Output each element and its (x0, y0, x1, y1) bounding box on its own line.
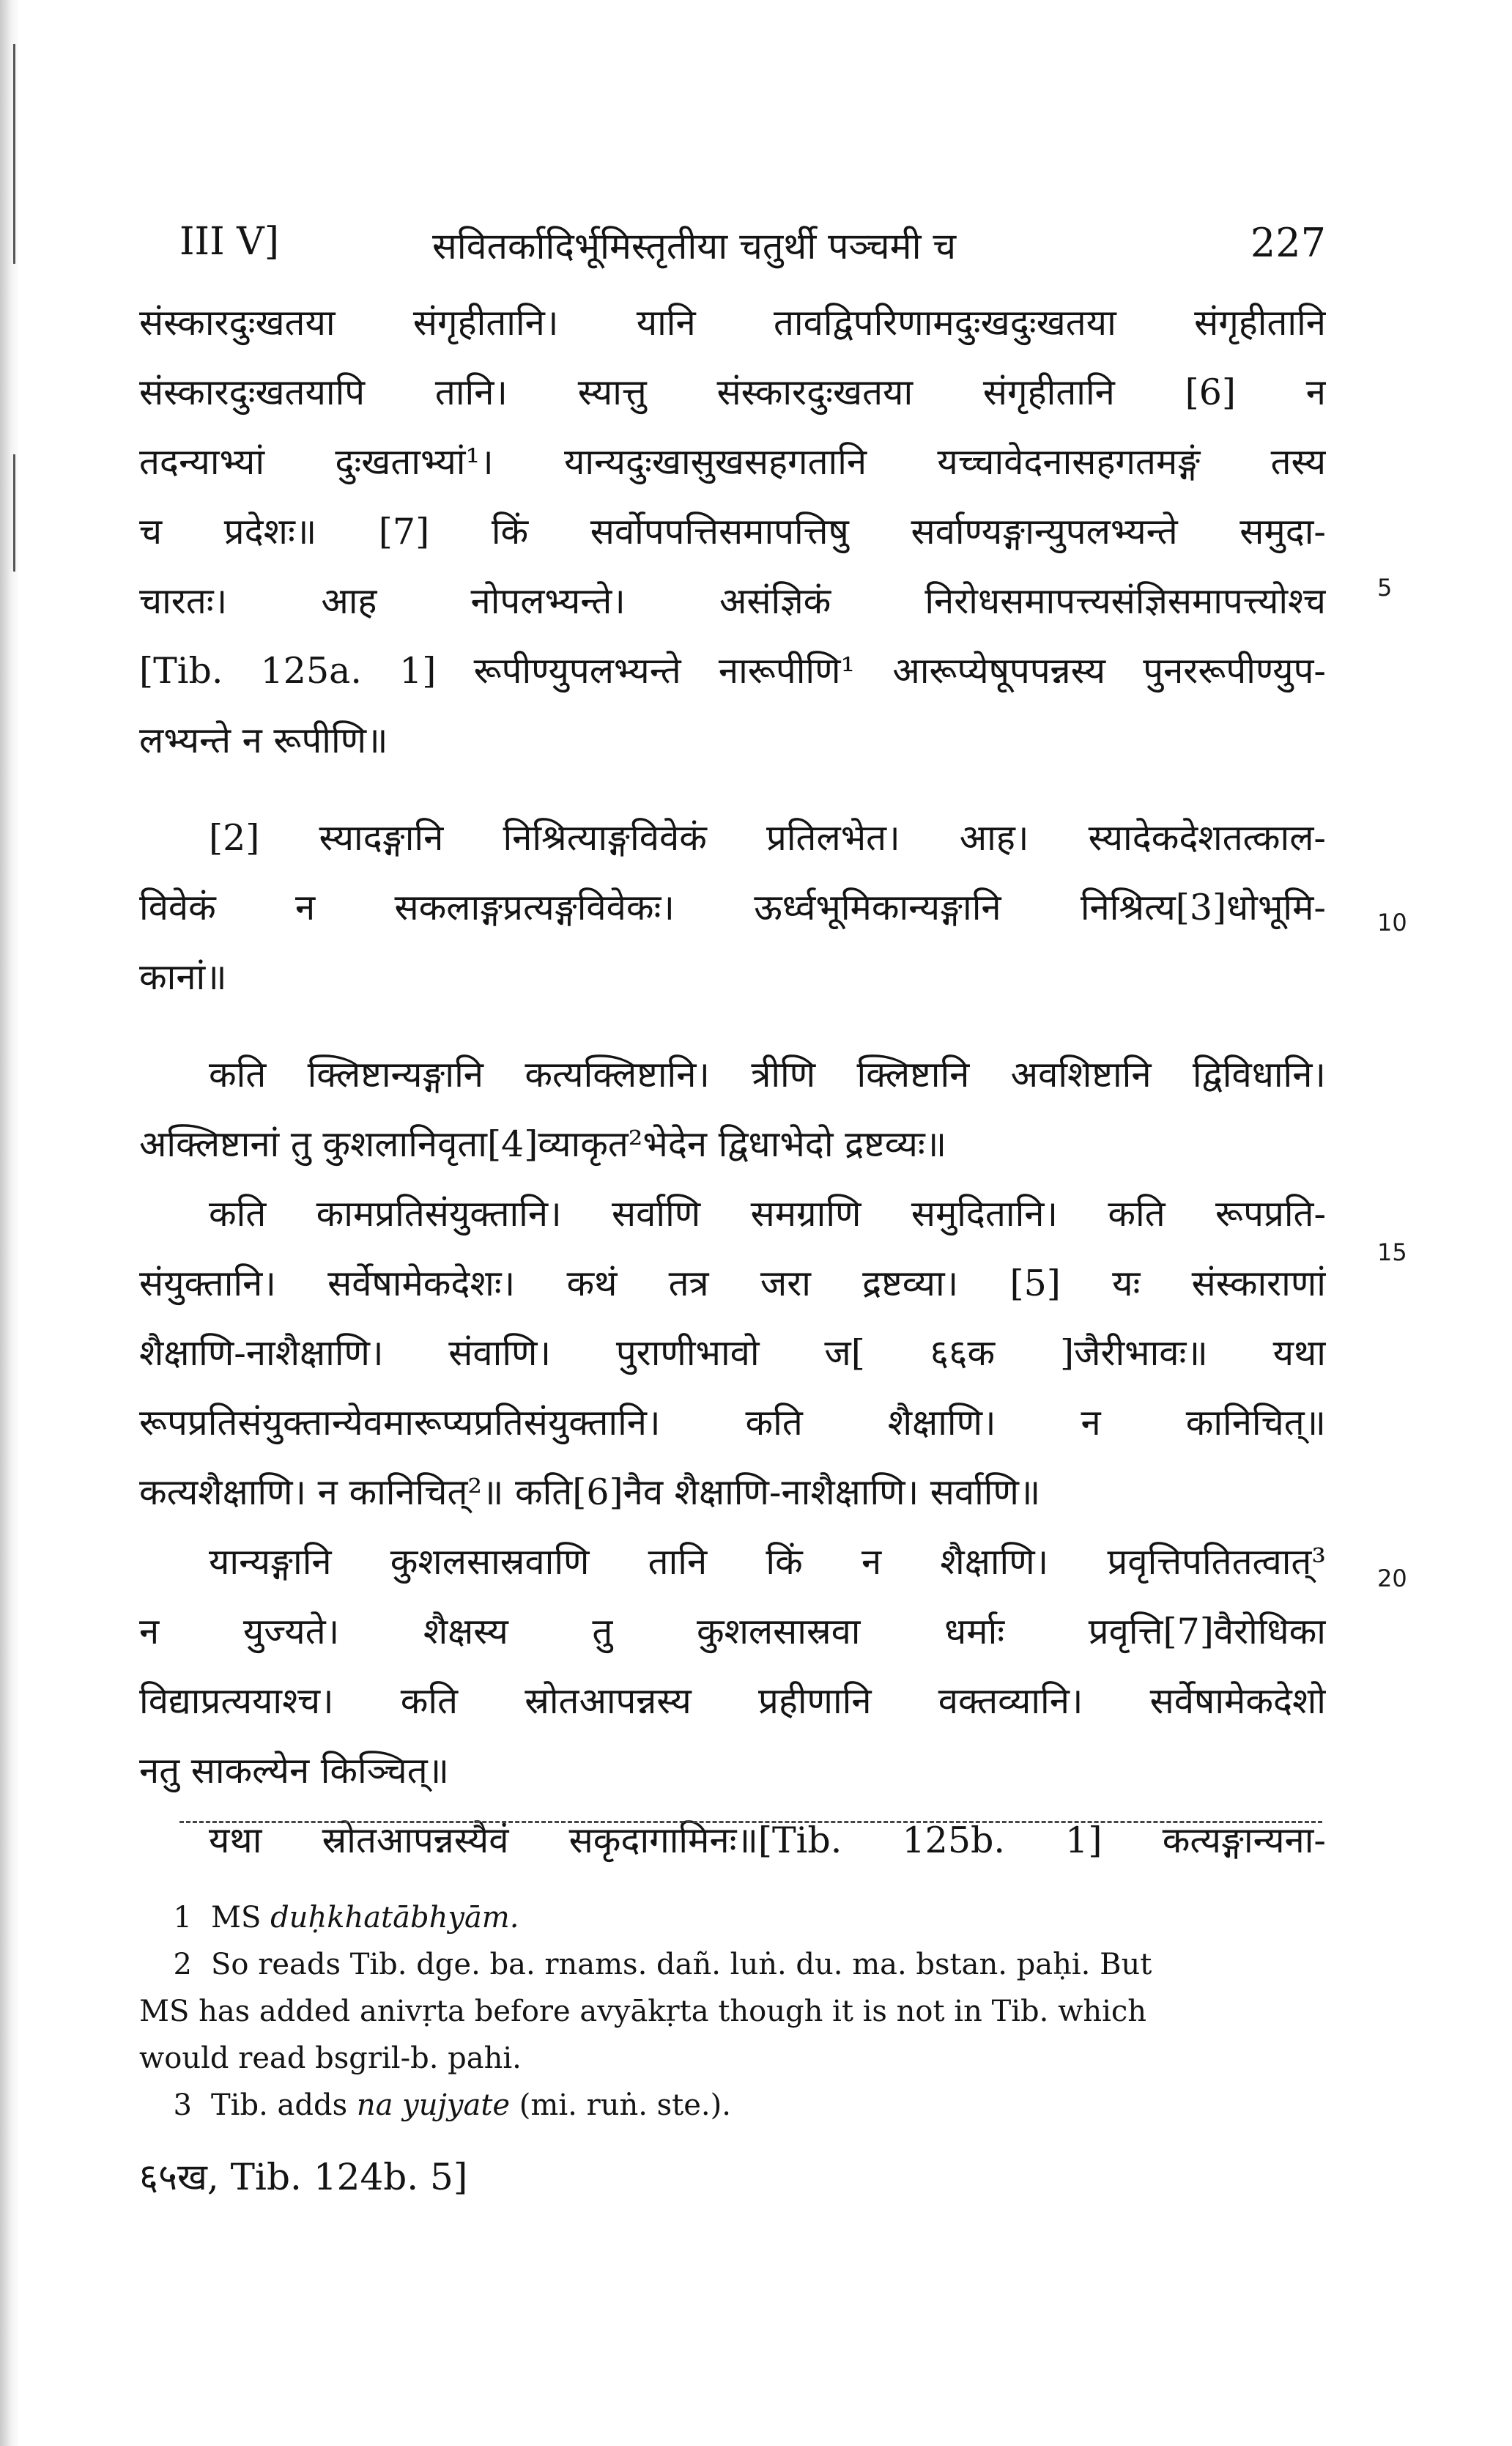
footnote-number: 1 (173, 1901, 192, 1935)
text-line: तदन्याभ्यां दुःखताभ्यां¹। यान्यदुःखासुखसहगतानि यच्चावेदनासहगतमङ्गं तस्य (139, 441, 1326, 483)
footnote-divider (179, 1821, 1322, 1823)
running-head (179, 220, 1326, 278)
main-text (139, 288, 1326, 1875)
footnote-text: So reads Tib. dge. ba. rnams. dañ. luṅ. du. ma. bstan. paḥi. But (211, 1948, 1152, 1981)
text-line: संस्कारदुःखतयापि तानि। स्यात्तु संस्कारदुःखतया संगृहीतानि [6] न (139, 372, 1326, 413)
text-line: संस्कारदुःखतया संगृहीतानि। यानि तावद्विपरिणामदुःखदुःखतया संगृहीतानि (139, 302, 1326, 344)
line-number: 20 (1377, 1564, 1407, 1592)
footnote-text: MS has added anivṛta before avyākṛta though it is not in Tib. which (139, 1995, 1147, 2028)
text-line: कति क्लिष्टान्यङ्गानि कत्यक्लिष्टानि। त्रीणि क्लिष्टानि अवशिष्टानि द्विविधानि। (209, 1054, 1326, 1095)
text-line: च प्रदेशः॥ [7] किं सर्वोपपत्तिसमापत्तिषु सर्वाण्यङ्गान्युपलभ्यन्ते समुदा- (139, 511, 1326, 553)
text-line: विवेकं न सकलाङ्गप्रत्यङ्गविवेकः। ऊर्ध्वभूमिकान्यङ्गानि निश्रित्य[3]धोभूमि- (139, 887, 1326, 928)
text-line: नतु साकल्येन किञ्चित्॥ (139, 1750, 450, 1792)
text-line: चारतः। आह नोपलभ्यन्ते। असंज्ञिकं निरोधसमापत्त्यसंज्ञिसमापत्त्योश्च (139, 580, 1326, 622)
text-line: कति कामप्रतिसंयुक्तानि। सर्वाणि समग्राणि समुदितानि। कति रूपप्रति- (209, 1193, 1326, 1235)
footnote-continuation (139, 2035, 1311, 2082)
text-line: विद्याप्रत्ययाश्च। कति स्रोतआपन्नस्य प्रहीणानि वक्तव्यानि। सर्वेषामेकदेशो (139, 1680, 1326, 1722)
line-number: 15 (1377, 1238, 1407, 1266)
line-number: 5 (1377, 574, 1393, 602)
footnote-italic: duḥkhatābhyām. (270, 1901, 519, 1935)
footnote-text: Tib. adds (211, 2088, 357, 2122)
edge-mark (13, 454, 15, 572)
text-line: यान्यङ्गानि कुशलसास्रवाणि तानि किं न शैक्षाणि। प्रवृत्तिपतितत्वात्³ (209, 1541, 1326, 1583)
footnote-number: 2 (173, 1948, 192, 1981)
line-number: 10 (1377, 909, 1407, 936)
text-line: [2] स्यादङ्गानि निश्रित्याङ्गविवेकं प्रतिलभेत। आह। स्यादेकदेशतत्काल- (209, 817, 1326, 859)
footnote-italic: na yujyate (356, 2088, 511, 2122)
text-line: न युज्यते। शैक्षस्य तु कुशलसास्रवा धर्माः प्रवृत्ति[7]वैरोधिका (139, 1611, 1326, 1652)
footnote (139, 1941, 1311, 1988)
chapter-reference: III V] (179, 220, 279, 264)
edge-mark (13, 44, 15, 264)
text-line: [Tib. 125a. 1] रूपीण्युपलभ्यन्ते नारूपीणि¹ आरूप्येषूपपन्नस्य पुनररूपीण्युप- (139, 650, 1326, 692)
footnote-text: (mi. ruṅ. ste.). (510, 2088, 731, 2122)
page-edge-shadow (0, 0, 19, 2446)
footnote-text: MS (211, 1901, 271, 1935)
text-line: शैक्षाणि-नाशैक्षाणि। संवाणि। पुराणीभावो ज[ ६६क ]जैरीभावः॥ यथा (139, 1332, 1326, 1374)
text-line: अक्लिष्टानां तु कुशलानिवृता[4]व्याकृत²भेदेन द्विधाभेदो द्रष्टव्यः॥ (139, 1123, 947, 1165)
text-line: यथा स्रोतआपन्नस्यैवं सकृदागामिनः॥[Tib. 125b. 1] कत्यङ्गान्यना- (209, 1819, 1326, 1861)
footnote-number: 3 (173, 2088, 192, 2122)
page-number: 227 (1250, 220, 1326, 266)
text-line: कानां॥ (139, 956, 227, 998)
section-title: सवितर्कादिर्भूमिस्तृतीया चतुर्थी पञ्चमी च (432, 225, 957, 267)
text-line: कत्यशैक्षाणि। न कानिचित्²॥ कति[6]नैव शैक्षाणि-नाशैक्षाणि। सर्वाणि॥ (139, 1471, 1041, 1513)
manuscript-reference: ६५ख, Tib. 124b. 5] (139, 2156, 468, 2198)
text-line: रूपप्रतिसंयुक्तान्येवमारूप्यप्रतिसंयुक्तानि। कति शैक्षाणि। न कानिचित्॥ (139, 1402, 1326, 1444)
footnotes (139, 1894, 1311, 2129)
footnote (139, 2082, 1311, 2129)
text-line: संयुक्तानि। सर्वेषामेकदेशः। कथं तत्र जरा द्रष्टव्या। [5] यः संस्काराणां (139, 1263, 1326, 1304)
footnote-text: would read bsgril-b. pahi. (139, 2042, 522, 2075)
footnote-continuation (139, 1988, 1311, 2035)
footnote (139, 1894, 1311, 1941)
text-line: लभ्यन्ते न रूपीणि॥ (139, 720, 388, 761)
